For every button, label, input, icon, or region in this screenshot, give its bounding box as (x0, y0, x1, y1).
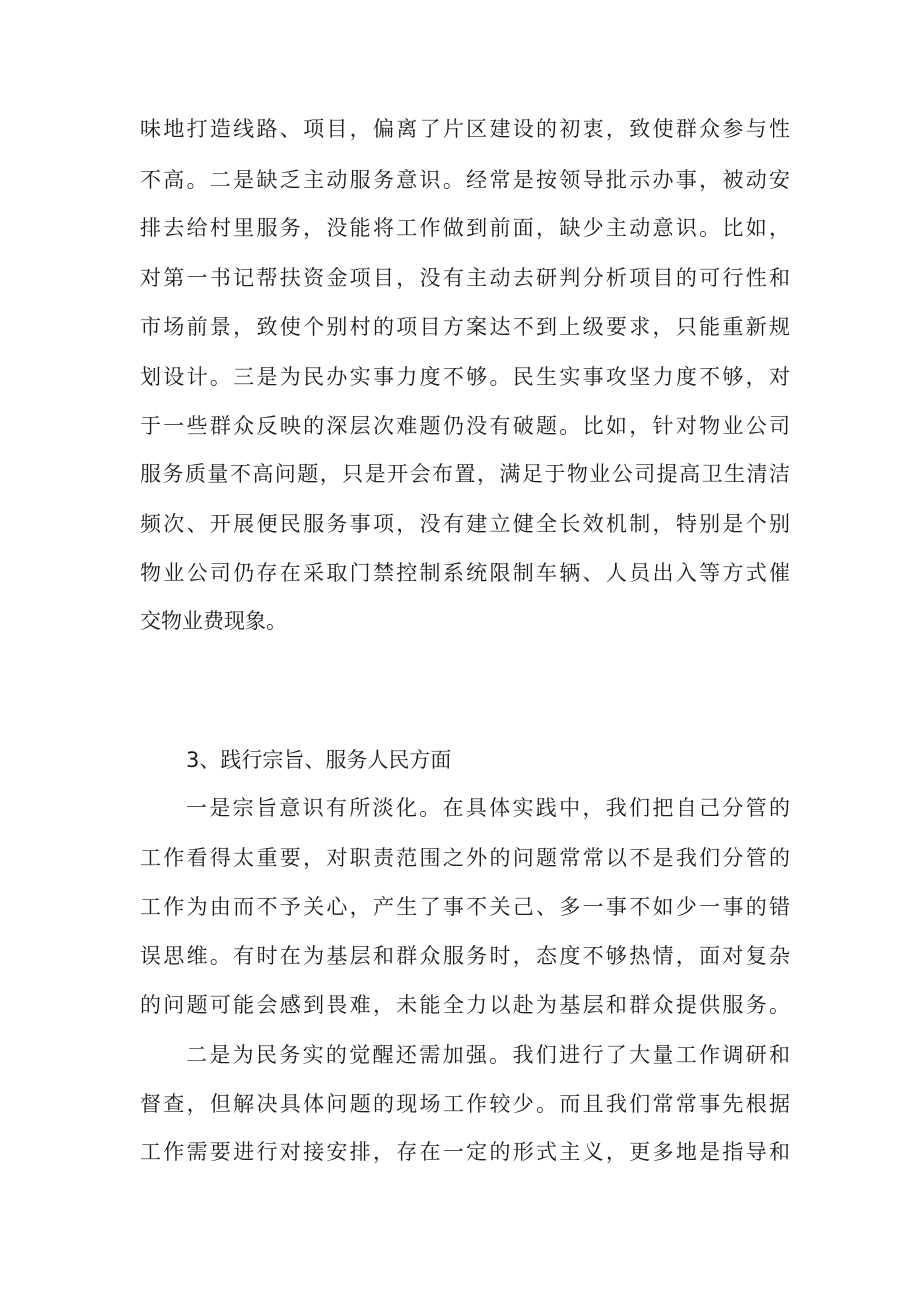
paragraph-2-line: 工作为由而不予关心，产生了事不关己、多一事不如少一事的错 (140, 895, 790, 919)
paragraph-1-line: 排去给村里服务，没能将工作做到前面，缺少主动意识。比如， (140, 216, 790, 240)
paragraph-1-line: 服务质量不高问题，只是开会布置，满足于物业公司提高卫生清洁 (140, 462, 790, 486)
section-heading: 3、践行宗旨、服务人民方面 (186, 748, 452, 772)
paragraph-1-line: 交物业费现象。 (140, 609, 287, 633)
paragraph-1-line: 味地打造线路、项目，偏离了片区建设的初衷，致使群众参与性 (140, 117, 790, 141)
paragraph-1-line: 划设计。三是为民办实事力度不够。民生实事攻坚力度不够，对 (140, 365, 790, 389)
paragraph-3-line: 督查，但解决具体问题的现场工作较少。而且我们常常事先根据 (140, 1092, 790, 1116)
paragraph-1-line: 频次、开展便民服务事项，没有建立健全长效机制，特别是个别 (140, 512, 790, 536)
paragraph-2-line: 的问题可能会感到畏难，未能全力以赴为基层和群众提供服务。 (140, 993, 790, 1017)
paragraph-1-line: 物业公司仍存在采取门禁控制系统限制车辆、人员出入等方式催 (140, 561, 790, 585)
paragraph-2-line: 工作看得太重要，对职责范围之外的问题常常以不是我们分管的 (140, 846, 790, 870)
paragraph-1-line: 对第一书记帮扶资金项目，没有主动去研判分析项目的可行性和 (140, 266, 790, 290)
paragraph-3-line: 二是为民务实的觉醒还需加强。我们进行了大量工作调研和 (186, 1043, 790, 1067)
paragraph-1-line: 市场前景，致使个别村的项目方案达不到上级要求，只能重新规 (140, 315, 790, 339)
paragraph-1-line: 不高。二是缺乏主动服务意识。经常是按领导批示办事，被动安 (140, 168, 790, 192)
paragraph-2-line: 一是宗旨意识有所淡化。在具体实践中，我们把自己分管的 (186, 796, 790, 820)
paragraph-2-line: 误思维。有时在为基层和群众服务时，态度不够热情，面对复杂 (140, 944, 790, 968)
paragraph-3-line: 工作需要进行对接安排，存在一定的形式主义，更多地是指导和 (140, 1140, 790, 1164)
paragraph-1-line: 于一些群众反映的深层次难题仍没有破题。比如，针对物业公司 (140, 414, 790, 438)
